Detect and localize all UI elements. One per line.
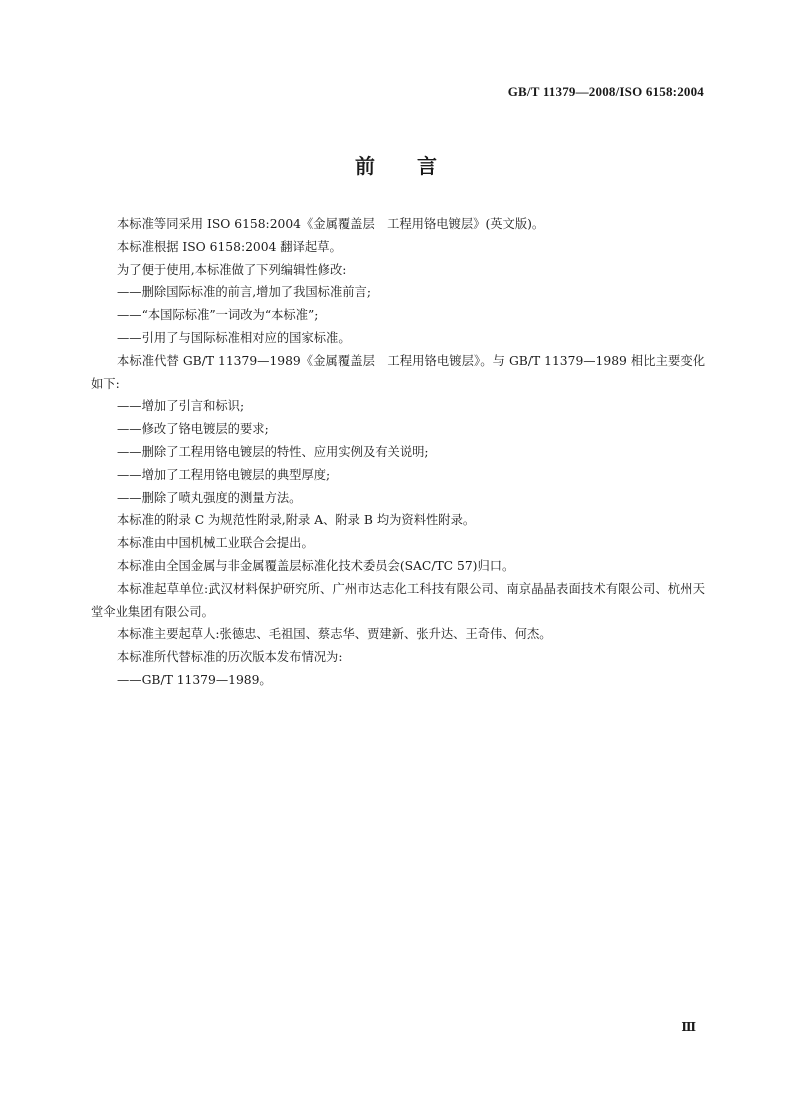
list-item-change: ——增加了工程用铬电镀层的典型厚度; <box>117 467 331 482</box>
list-item-change: ——修改了铬电镀层的要求; <box>117 422 269 437</box>
list-item-editorial: ——删除国际标准的前言,增加了我国标准前言; <box>117 285 371 300</box>
paragraph-replacement: 本标准代替 GB/T 11379—1989《金属覆盖层 工程用铬电镀层》。与 GB/T 11379—1989 相比主要变化如下: <box>91 353 705 391</box>
paragraph-committee: 本标准由全国金属与非金属覆盖层标准化技术委员会(SAC/TC 57)归口。 <box>117 558 515 573</box>
list-item-editorial: ——“本国际标准”一词改为“本标准”; <box>117 308 319 323</box>
page-title: 前言 <box>355 154 479 178</box>
paragraph-annexes: 本标准的附录 C 为规范性附录,附录 A、附录 B 均为资料性附录。 <box>117 513 476 528</box>
paragraph-editorial-intro: 为了便于使用,本标准做了下列编辑性修改: <box>117 262 347 277</box>
paragraph-translation: 本标准根据 ISO 6158:2004 翻译起草。 <box>117 239 342 254</box>
standard-number: GB/T 11379—2008/ISO 6158:2004 <box>507 84 704 99</box>
list-item-change: ——删除了工程用铬电镀层的特性、应用实例及有关说明; <box>117 444 429 459</box>
paragraph-adoption: 本标准等同采用 ISO 6158:2004《金属覆盖层 工程用铬电镀层》(英文版)。 <box>117 217 545 231</box>
list-item-change: ——删除了喷丸强度的测量方法。 <box>117 490 302 505</box>
paragraph-drafters: 本标准主要起草人:张德忠、毛祖国、蔡志华、贾建新、张升达、王奇伟、何杰。 <box>117 627 552 642</box>
list-item-editorial: ——引用了与国际标准相对应的国家标准。 <box>117 330 351 345</box>
list-item-history: ——GB/T 11379—1989。 <box>117 672 272 687</box>
paragraph-drafting-units: 本标准起草单位:武汉材料保护研究所、广州市达志化工科技有限公司、南京晶晶表面技术有限公司、杭州天堂伞业集团有限公司。 <box>91 581 705 619</box>
paragraph-history-intro: 本标准所代替标准的历次版本发布情况为: <box>117 650 343 665</box>
paragraph-proposer: 本标准由中国机械工业联合会提出。 <box>117 536 314 551</box>
foreword-body <box>91 213 705 692</box>
page-number: Ⅲ <box>681 1020 696 1034</box>
list-item-change: ——增加了引言和标识; <box>117 399 245 414</box>
